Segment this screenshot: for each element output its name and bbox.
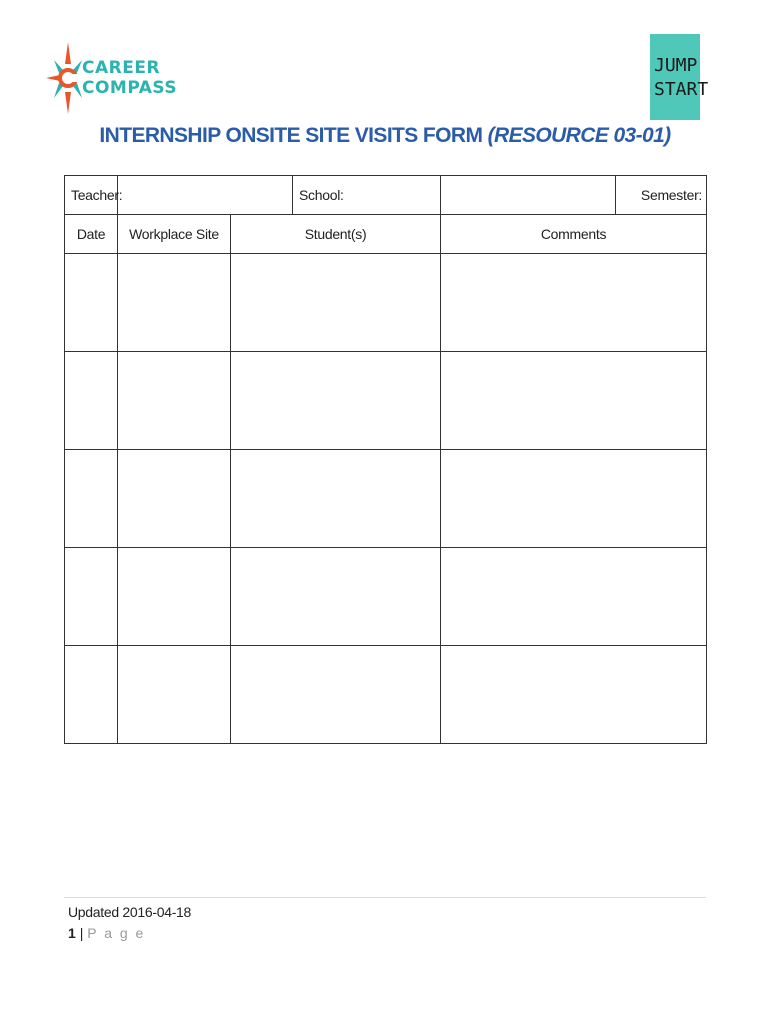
school-label: School: xyxy=(293,176,441,215)
career-compass-logo xyxy=(42,40,222,116)
site-visits-table xyxy=(64,175,707,744)
table-row xyxy=(65,352,707,450)
form-title xyxy=(0,124,770,148)
students-cell[interactable] xyxy=(231,450,441,548)
table-row xyxy=(65,548,707,646)
page-number xyxy=(68,925,145,941)
comments-cell[interactable] xyxy=(441,450,707,548)
students-cell[interactable] xyxy=(231,254,441,352)
column-header-row xyxy=(65,215,707,254)
comments-cell[interactable] xyxy=(441,646,707,744)
header-info-row xyxy=(65,176,707,215)
career-compass-text: CAREER COMPASS xyxy=(82,58,178,98)
teacher-field[interactable] xyxy=(118,176,293,215)
semester-label: Semester: xyxy=(616,176,707,215)
form-title-resource: (RESOURCE 03-01) xyxy=(487,124,671,147)
date-cell[interactable] xyxy=(65,254,118,352)
page-word: P a g e xyxy=(87,925,146,941)
students-cell[interactable] xyxy=(231,548,441,646)
jump-start-logo xyxy=(650,34,709,120)
school-field[interactable] xyxy=(441,176,616,215)
workplace-site-cell[interactable] xyxy=(118,450,231,548)
footer-divider xyxy=(64,897,706,898)
teacher-label: Teacher: xyxy=(65,176,118,215)
page-number-value: 1 xyxy=(68,925,76,941)
compass-icon xyxy=(42,40,86,116)
updated-date: Updated 2016-04-18 xyxy=(68,904,192,920)
workplace-site-cell[interactable] xyxy=(118,548,231,646)
form-title-main: INTERNSHIP ONSITE SITE VISITS FORM xyxy=(99,124,483,147)
workplace-site-cell[interactable] xyxy=(118,646,231,744)
date-cell[interactable] xyxy=(65,548,118,646)
comments-cell[interactable] xyxy=(441,254,707,352)
date-cell[interactable] xyxy=(65,352,118,450)
table-row xyxy=(65,254,707,352)
page-separator: | xyxy=(79,925,84,941)
col-header-comments: Comments xyxy=(441,215,707,254)
table-row xyxy=(65,450,707,548)
date-cell[interactable] xyxy=(65,450,118,548)
students-cell[interactable] xyxy=(231,352,441,450)
table-row xyxy=(65,646,707,744)
workplace-site-cell[interactable] xyxy=(118,352,231,450)
col-header-date: Date xyxy=(65,215,118,254)
date-cell[interactable] xyxy=(65,646,118,744)
comments-cell[interactable] xyxy=(441,548,707,646)
jump-start-line-2: START xyxy=(654,79,709,100)
students-cell[interactable] xyxy=(231,646,441,744)
col-header-workplace-site: Workplace Site xyxy=(118,215,231,254)
col-header-students: Student(s) xyxy=(231,215,441,254)
workplace-site-cell[interactable] xyxy=(118,254,231,352)
jump-start-line-1: JUMP xyxy=(654,55,698,76)
comments-cell[interactable] xyxy=(441,352,707,450)
